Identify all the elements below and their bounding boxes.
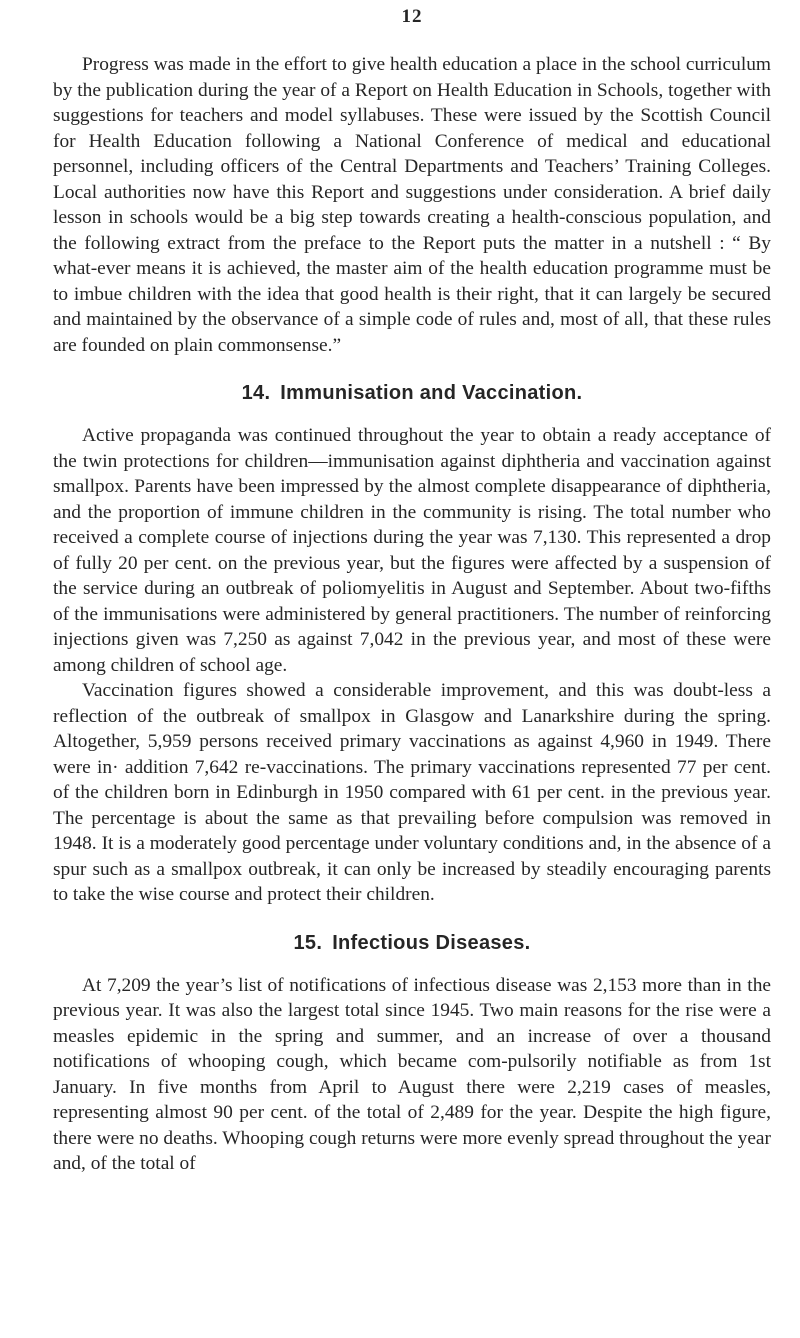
section-heading-infectious-diseases	[53, 932, 771, 955]
section-number: 15.	[293, 931, 323, 954]
section-number: 14.	[241, 382, 271, 404]
section-heading-immunisation	[53, 382, 771, 405]
paragraph: At 7,209 the year’s list of notifications of infectious disease was 2,153 more than in the previous year. It was also the largest total since 1945. Two main reasons for the rise were a measles epidemic in the spring and summer, and an increase of over a thousand notifications of whooping cough, which became com-pulsorily notifiable as from 1st January. In five months from April to August there were 2,219 cases of measles, representing almost 90 per cent. of the total of 2,489 for the year. Despite the high figure, there were no deaths. Whooping cough returns were more evenly spread throughout the year and, of the total of	[53, 974, 771, 1174]
document-page	[53, 0, 771, 1177]
page-number: 12	[401, 6, 423, 27]
paragraph: Active propaganda was continued throughout the year to obtain a ready acceptance of the twin protections for children—immunisation against diphtheria and vaccination against smallpox. Parents have been impressed by the almost complete disappearance of diphtheria, and the proportion of immune children in the community is rising. The total number who received a complete course of injections during the year was 7,130. This represented a drop of fully 20 per cent. on the previous year, but the figures were affected by a suspension of the service during an outbreak of poliomyelitis in August and September. About two-fifths of the immunisations were administered by general practitioners. The number of reinforcing injections given was 7,250 as against 7,042 in the previous year, and most of these were among children of school age.	[53, 425, 771, 676]
section-title: Infectious Diseases.	[332, 931, 531, 954]
paragraph: Vaccination figures showed a considerable improvement, and this was doubt-less a reflection of the outbreak of smallpox in Glasgow and Lanarkshire during the spring. Altogether, 5,959 persons received primary vaccinations as against 4,960 in 1949. There were in· addition 7,642 re-vaccinations. The primary vaccinations represented 77 per cent. of the children born in Edinburgh in 1950 compared with 61 per cent. in the previous year. The percentage is about the same as that prevailing before compulsion was removed in 1948. It is a moderately good percentage under voluntary conditions and, in the absence of a spur such as a smallpox outbreak, it can only be increased by steadily encouraging parents to take the wise course and protect their children.	[53, 680, 771, 905]
section-title: Immunisation and Vaccination.	[280, 382, 583, 404]
intro-paragraph: Progress was made in the effort to give health education a place in the school curriculum by the publication during the year of a Report on Health Education in Schools, together with suggestions for teachers and model syllabuses. These were issued by the Scottish Council for Health Education following a National Conference of medical and educational personnel, including officers of the Central Departments and Teachers’ Training Colleges. Local authorities now have this Report and suggestions under consideration. A brief daily lesson in schools would be a big step towards creating a health-conscious population, and the following extract from the preface to the Report puts the matter in a nutshell : “ By what-ever means it is achieved, the master aim of the health education programme must be to imbue children with the idea that good health is their right, that it can largely be secured and maintained by the observance of a simple code of rules and, most of all, that these rules are founded on plain commonsense.”	[53, 54, 771, 356]
